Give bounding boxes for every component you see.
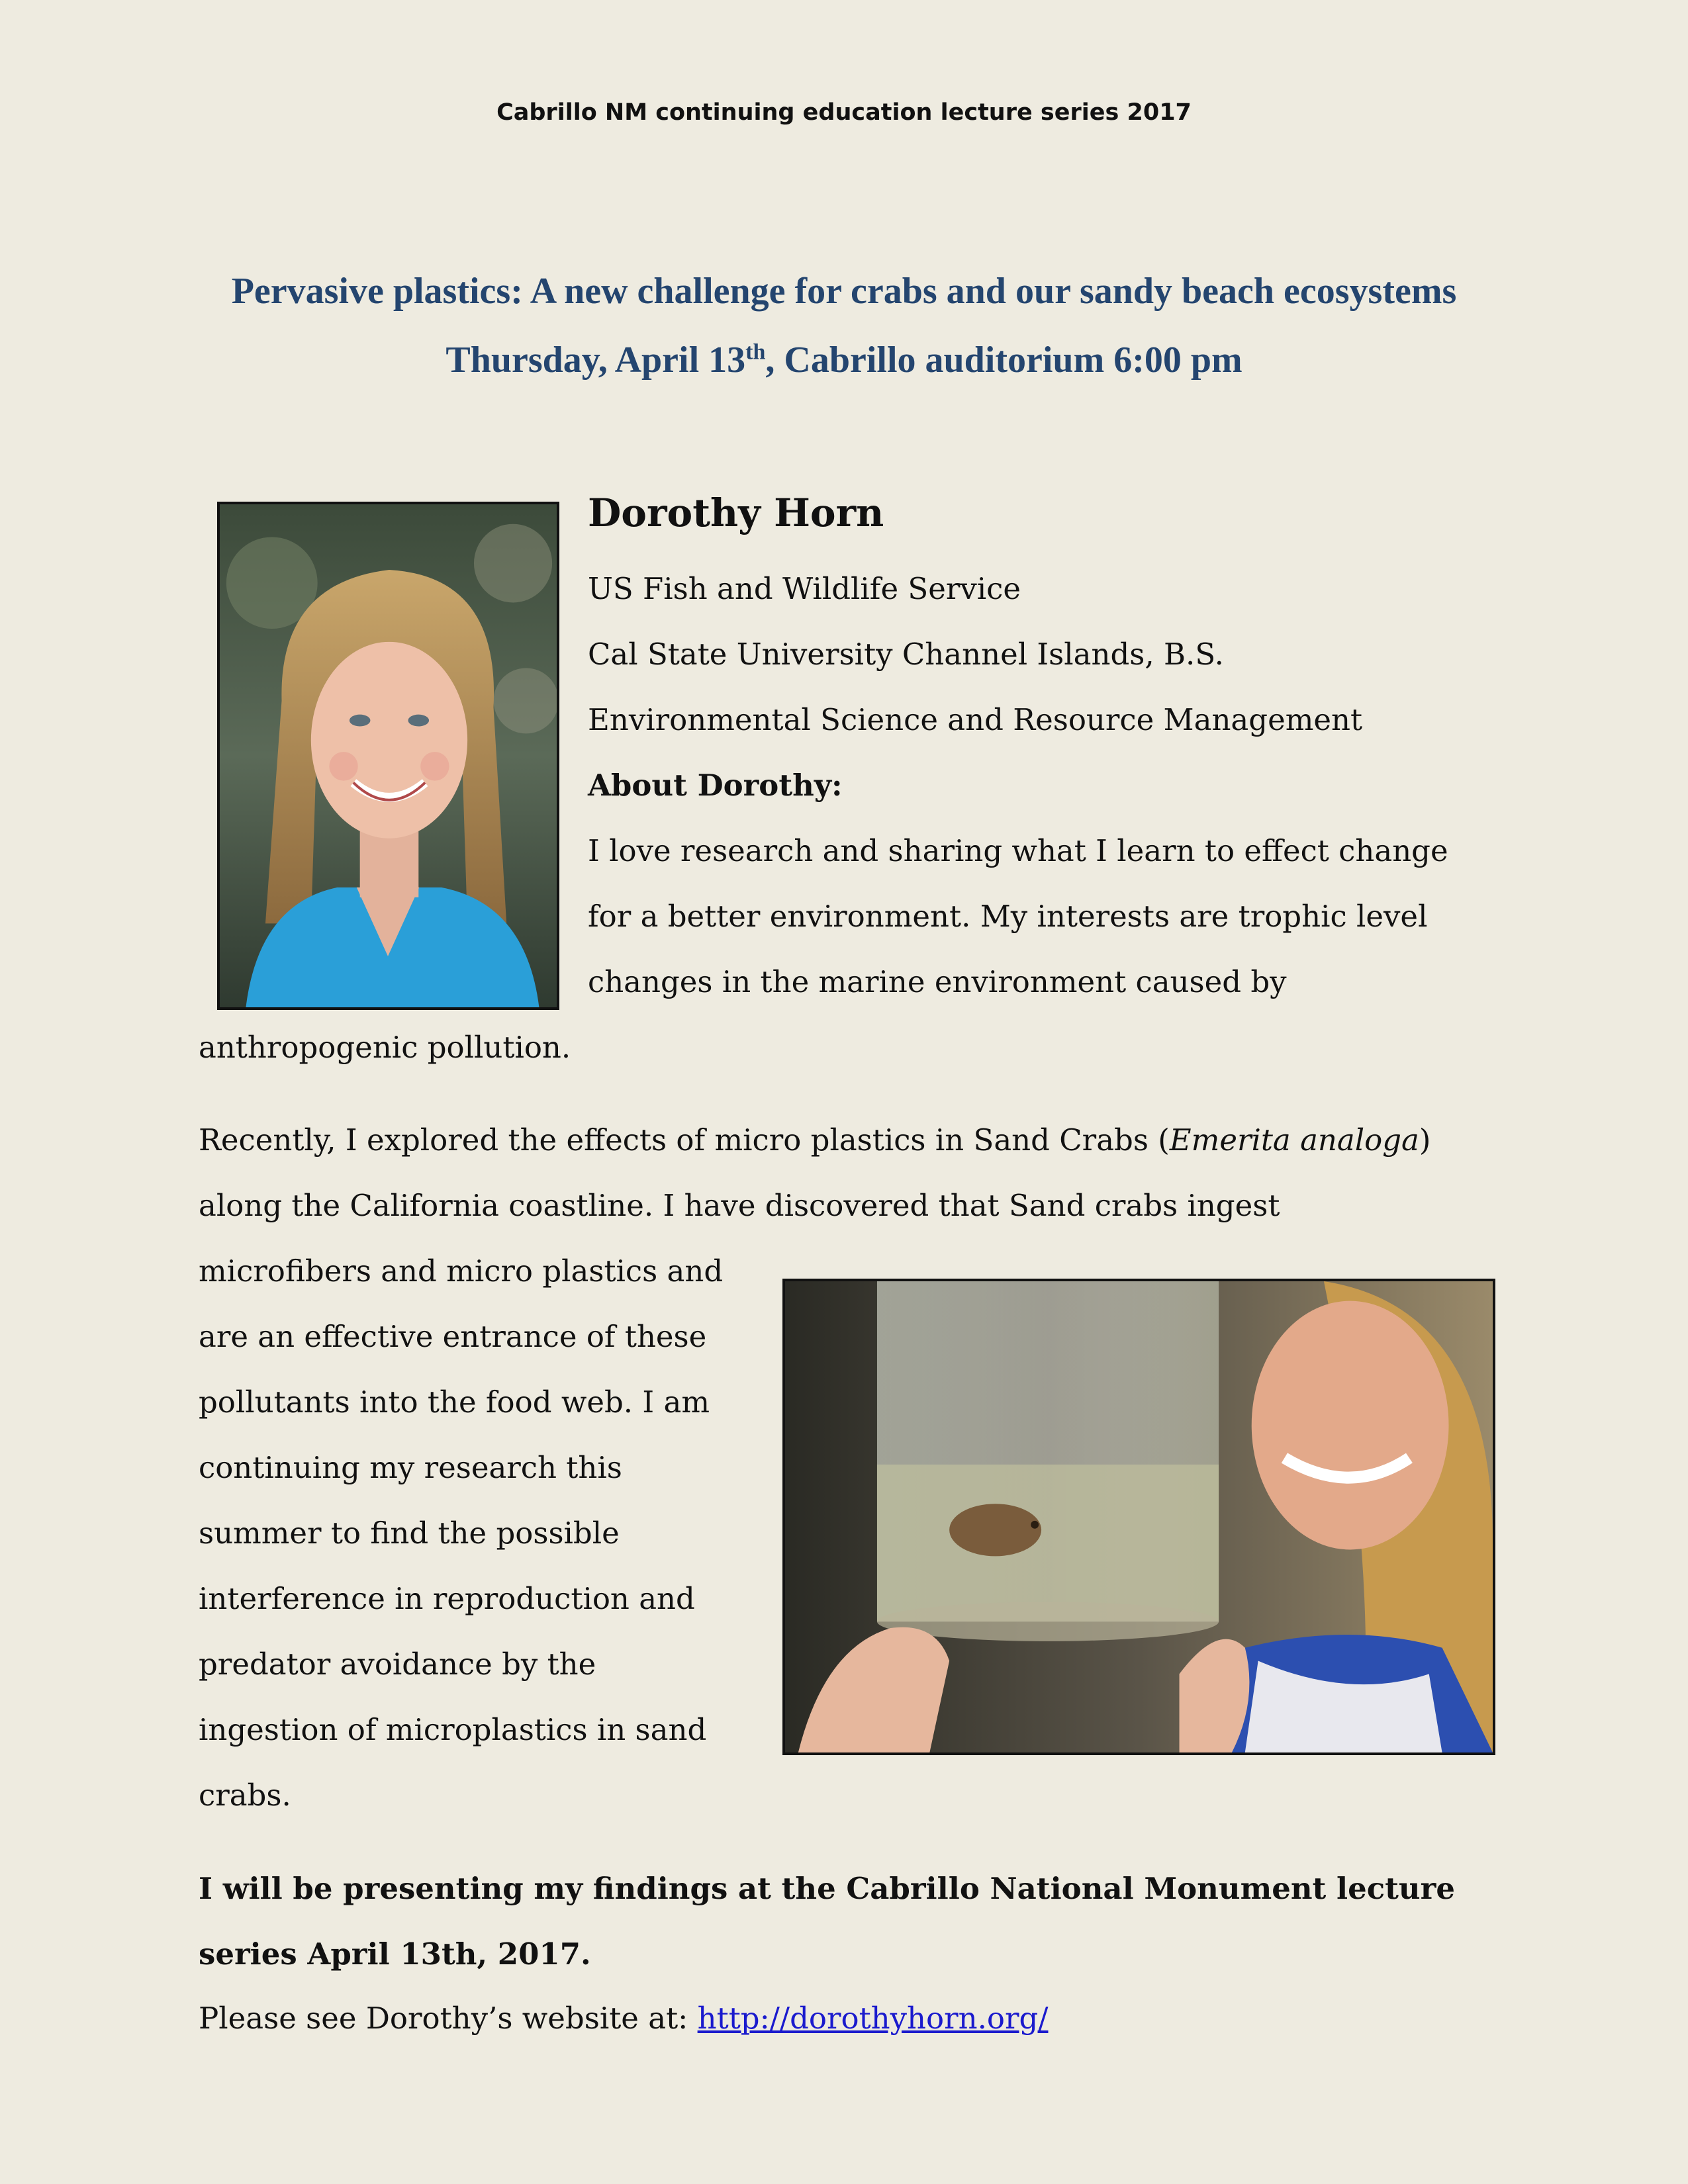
announcement-line: I will be presenting my findings at the Cabrillo National Monument lecture [199,1871,1455,1906]
event-date-rest: , Cabrillo auditorium 6:00 pm [765,340,1243,381]
research-line: crabs. [199,1778,291,1813]
research-text: ) [1419,1122,1431,1158]
bio-line: anthropogenic pollution. [199,1030,571,1065]
series-header: Cabrillo NM continuing education lecture series 2017 [496,99,1192,126]
research-line: summer to find the possible [199,1516,620,1551]
research-text: Recently, I explored the effects of micro plastics in Sand Crabs ( [199,1122,1170,1158]
bio-line: changes in the marine environment caused by [588,964,1287,999]
research-line: continuing my research this [199,1450,622,1485]
research-line: ingestion of microplastics in sand [199,1712,707,1747]
species-name: Emerita analoga [1169,1122,1419,1158]
bio-line: for a better environment. My interests are trophic level [588,899,1428,934]
announcement-line: series April 13th, 2017. [199,1936,591,1972]
jar-illustration [785,1281,1493,1752]
research-line: are an effective entrance of these [199,1319,707,1354]
research-paragraph-wide [199,1107,1523,1238]
event-date-suffix: th [745,340,766,365]
website-link[interactable]: http://dorothyhorn.org/ [697,2001,1049,2036]
affiliation-line: US Fish and Wildlife Service [588,571,1021,606]
portrait-illustration [220,504,557,1007]
speaker-portrait-photo [217,502,559,1010]
research-line: pollutants into the food web. I am [199,1385,710,1420]
speaker-bio [588,818,1515,1015]
bio-line: I love research and sharing what I learn to effect change [588,833,1448,868]
research-line [199,1107,1523,1173]
research-paragraph-narrow [199,1238,741,1828]
speaker-name: Dorothy Horn [588,490,884,535]
research-line: microfibers and micro plastics and [199,1253,724,1289]
website-prefix: Please see Dorothy’s website at: [199,2001,698,2036]
affiliation-line: Cal State University Channel Islands, B.S. [588,637,1224,672]
event-date-prefix: Thursday, April 13 [445,340,746,381]
research-line: interference in reproduction and [199,1581,695,1616]
research-line: predator avoidance by the [199,1647,596,1682]
presentation-announcement [199,1856,1523,1987]
speaker-affiliations [588,556,1515,818]
website-line [199,1985,1049,2051]
about-heading: About Dorothy: [588,768,843,803]
event-date [0,339,1688,381]
sand-crab-jar-photo [782,1279,1495,1755]
affiliation-line: Environmental Science and Resource Management [588,702,1363,737]
event-title: Pervasive plastics: A new challenge for crabs and our sandy beach ecosystems [231,271,1457,312]
research-line: along the California coastline. I have discovered that Sand crabs ingest [199,1188,1280,1223]
